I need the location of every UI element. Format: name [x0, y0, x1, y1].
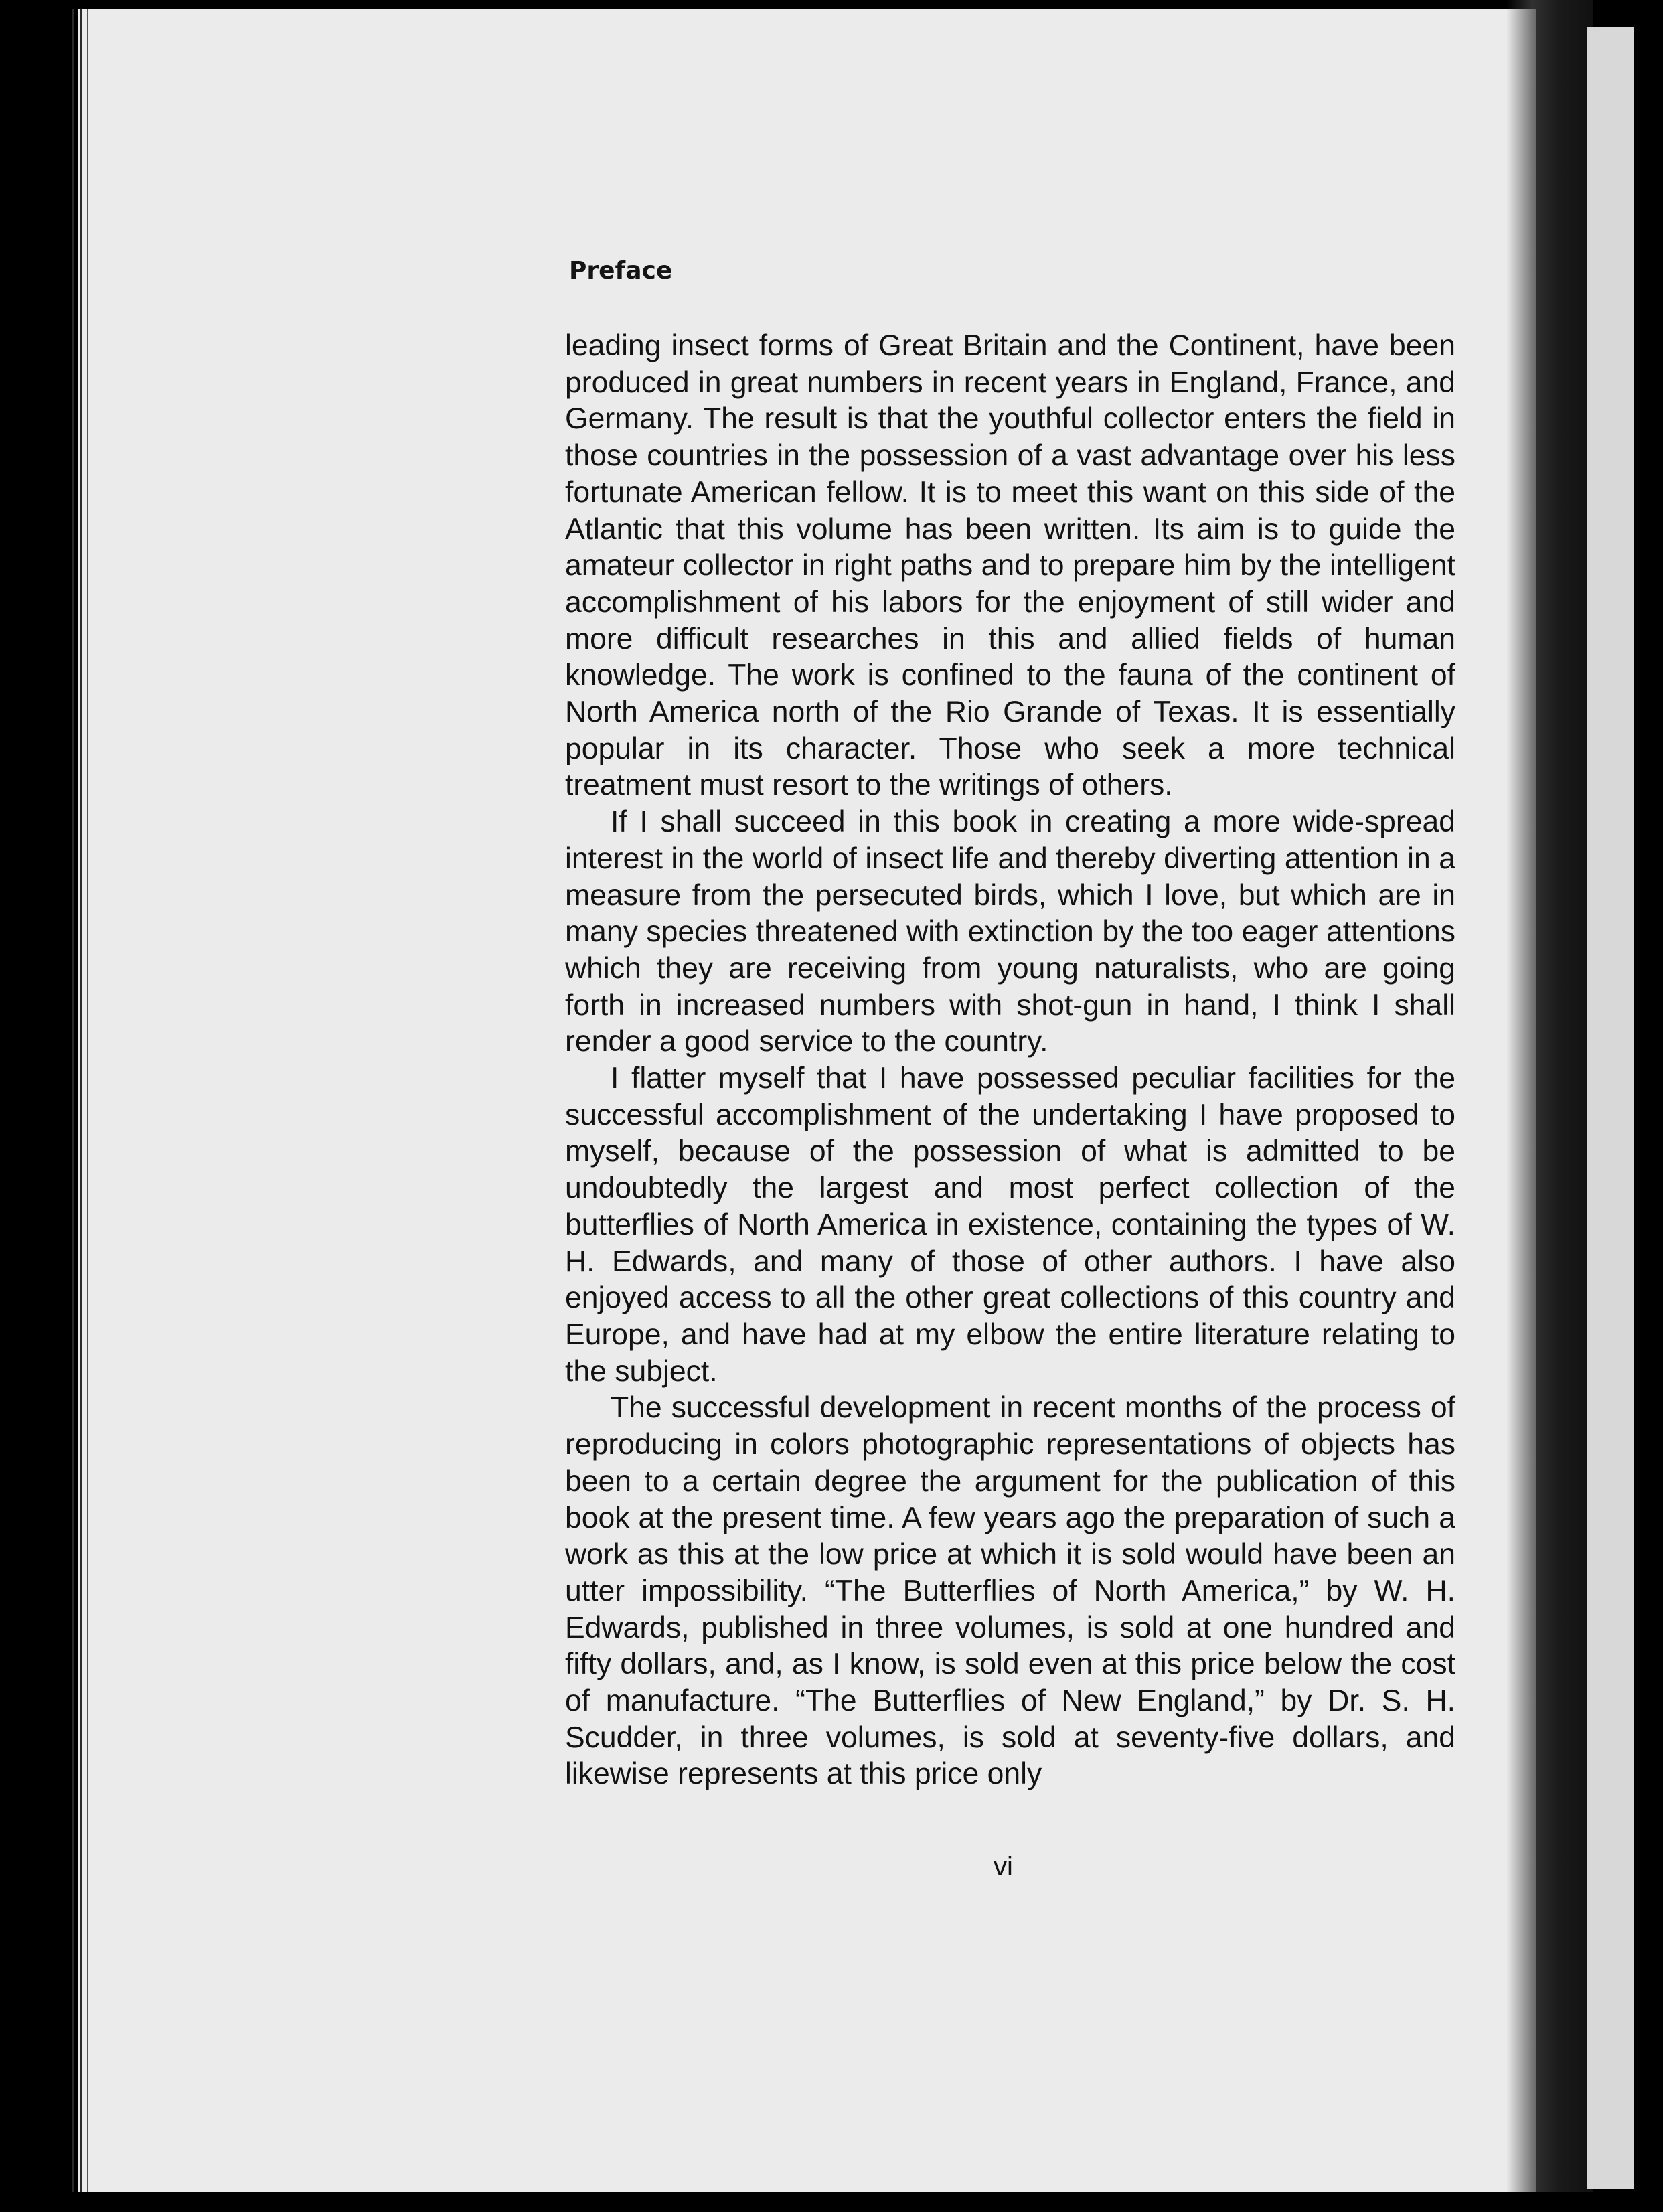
running-head: Preface	[569, 257, 673, 285]
scan-border-right	[1634, 0, 1663, 2212]
page-number: vi	[994, 1852, 1013, 1881]
paragraph: The successful development in recent months of the process of reproducing in colors photographic representations of objects has been to a certain degree the argument for the publication of this book at the present time. A few years ago the preparation of such a work as this at the low price at which it is sold would have been an utter impossibility. “The Butterflies of North America,” by W. H. Edwards, published in three volumes, is sold at one hundred and fifty dollars, and, as I know, is sold even at this price below the cost of manufacture. “The Butterflies of New England,” by Dr. S. H. Scudder, in three volumes, is sold at seventy-five dollars, and likewise represents at this price only	[565, 1391, 1455, 1791]
adjacent-page-edge	[1587, 27, 1634, 2189]
paragraph: If I shall succeed in this book in creating a more wide-spread interest in the world of insect life and thereby diverting attention in a measure from the persecuted birds, which I love, but which are in many species threatened with extinction by the too eager attentions which they are receiving from young naturalists, who are going forth in increased numbers with shot-gun in hand, I think I shall render a good service to the country.	[565, 805, 1455, 1058]
binding-edge-line	[72, 9, 74, 2212]
paragraph: I flatter myself that I have possessed peculiar facilities for the successful accomplishment of the undertaking I have proposed to myself, because of the possession of what is admitted to be undoubtedly the largest and most perfect collection of the butterflies of North America in existence, containing the types of W. H. Edwards, and many of those of other authors. I have also enjoyed access to all the other great collections of this country and Europe, and have had at my elbow the entire literature relating to the subject.	[565, 1062, 1455, 1388]
gutter-shadow	[1506, 0, 1593, 2212]
scan-border-bottom	[0, 2192, 1663, 2212]
binding-edge-line	[87, 9, 88, 2212]
body-text	[565, 328, 1455, 1793]
binding-edge-line	[80, 9, 82, 2212]
page-paper	[78, 9, 1536, 2192]
paragraph: leading insect forms of Great Britain and the Continent, have been produced in great numbers in recent years in England, France, and Germany. The result is that the youthful collector enters the field in those countries in the possession of a vast advantage over his less fortunate American fellow. It is to meet this want on this side of the Atlantic that this volume has been written. Its aim is to guide the amateur collector in right paths and to prepare him by the intelligent accomplishment of his labors for the enjoyment of still wider and more difficult researches in this and allied fields of human knowledge. The work is confined to the fauna of the continent of North America north of the Rio Grande of Texas. It is essentially popular in its character. Those who seek a more technical treatment must resort to the writings of others.	[565, 329, 1455, 802]
